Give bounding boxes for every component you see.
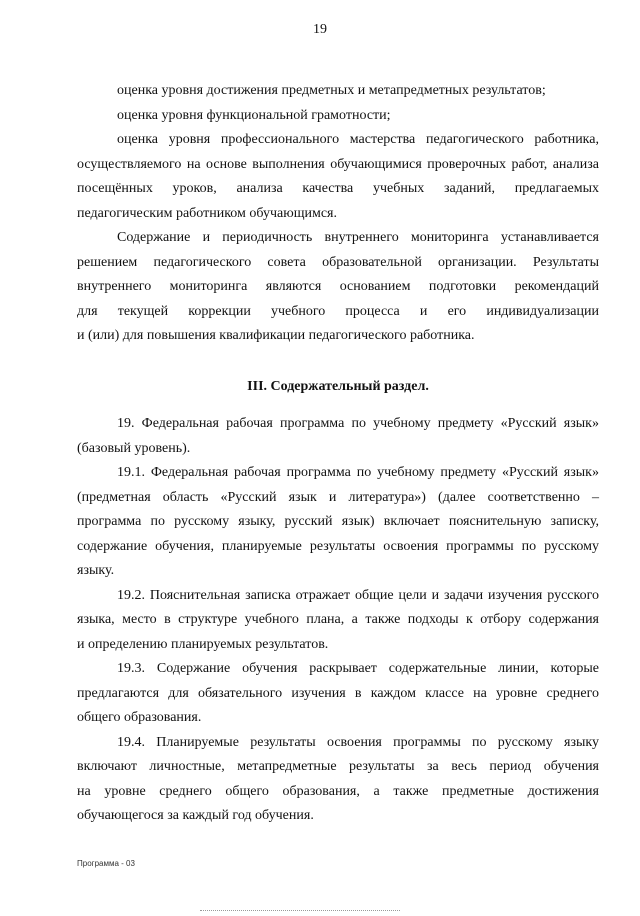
paragraph	[77, 104, 599, 129]
text-line: 19.4. Планируемые результаты освоения программы по русскому языку	[117, 734, 599, 750]
text-line: языка, место в структуре учебного плана, а также подходы к отбору содержания	[77, 612, 599, 627]
text-line: оценка уровня профессионального мастерства педагогического работника,	[117, 132, 599, 147]
scan-edge-artifact	[200, 910, 400, 913]
text-line: 19.3. Содержание обучения раскрывает содержательные линии, которые	[117, 661, 599, 676]
paragraph	[77, 657, 599, 731]
page-number: 19	[313, 22, 327, 37]
paragraph	[77, 461, 599, 584]
text-line: на уровне среднего общего образования, а также предметные достижения	[77, 783, 599, 799]
text-line: (предметная область «Русский язык и литература») (далее соответственно –	[77, 489, 599, 505]
paragraph	[77, 412, 599, 461]
text-line: Содержание и периодичность внутреннего мониторинга устанавливается	[117, 230, 599, 245]
text-line: языку.	[77, 563, 115, 578]
paragraph	[77, 128, 599, 226]
text-line: оценка уровня достижения предметных и метапредметных результатов;	[117, 83, 546, 98]
text-line: и (или) для повышения квалификации педагогического работника.	[77, 328, 475, 343]
text-line: педагогическим работником обучающимся.	[77, 205, 337, 221]
text-line: включают личностные, метапредметные результаты за весь период обучения	[77, 759, 599, 774]
paragraph	[77, 79, 599, 104]
text-line: 19. Федеральная рабочая программа по учебному предмету «Русский язык»	[117, 416, 599, 431]
text-line: содержание обучения, планируемые результаты освоения программы по русскому	[77, 538, 599, 554]
text-line: предлагаются для обязательного изучения в каждом классе на уровне среднего	[77, 685, 599, 701]
text-line: 19.1. Федеральная рабочая программа по учебному предмету «Русский язык»	[117, 465, 599, 480]
text-line: программа по русскому языку, русский язык) включает пояснительную записку,	[77, 514, 599, 529]
text-line: обучающегося за каждый год обучения.	[77, 808, 314, 823]
paragraph	[77, 584, 599, 658]
text-line: 19.2. Пояснительная записка отражает общие цели и задачи изучения русского	[117, 587, 599, 603]
text-line: посещённых уроков, анализа качества учебных заданий, предлагаемых	[77, 181, 599, 196]
paragraph	[77, 226, 599, 349]
text-line: и определению планируемых результатов.	[77, 636, 329, 652]
text-line: оценка уровня функциональной грамотности;	[117, 107, 391, 123]
text-line: решением педагогического совета образовательной организации. Результаты	[77, 254, 599, 270]
text-line: (базовый уровень).	[77, 440, 191, 456]
document-body	[77, 79, 599, 829]
text-line: внутреннего мониторинга являются основанием подготовки рекомендаций	[77, 279, 599, 294]
text-line: осуществляемого на основе выполнения обучающимися проверочных работ, анализа	[77, 156, 599, 172]
text-line: общего образования.	[77, 710, 202, 725]
paragraph	[77, 731, 599, 829]
section-heading: III. Содержательный раздел.	[247, 378, 429, 394]
text-line: для текущей коррекции учебного процесса и его индивидуализации	[77, 303, 599, 319]
footer-note: Программа - 03	[77, 859, 135, 868]
